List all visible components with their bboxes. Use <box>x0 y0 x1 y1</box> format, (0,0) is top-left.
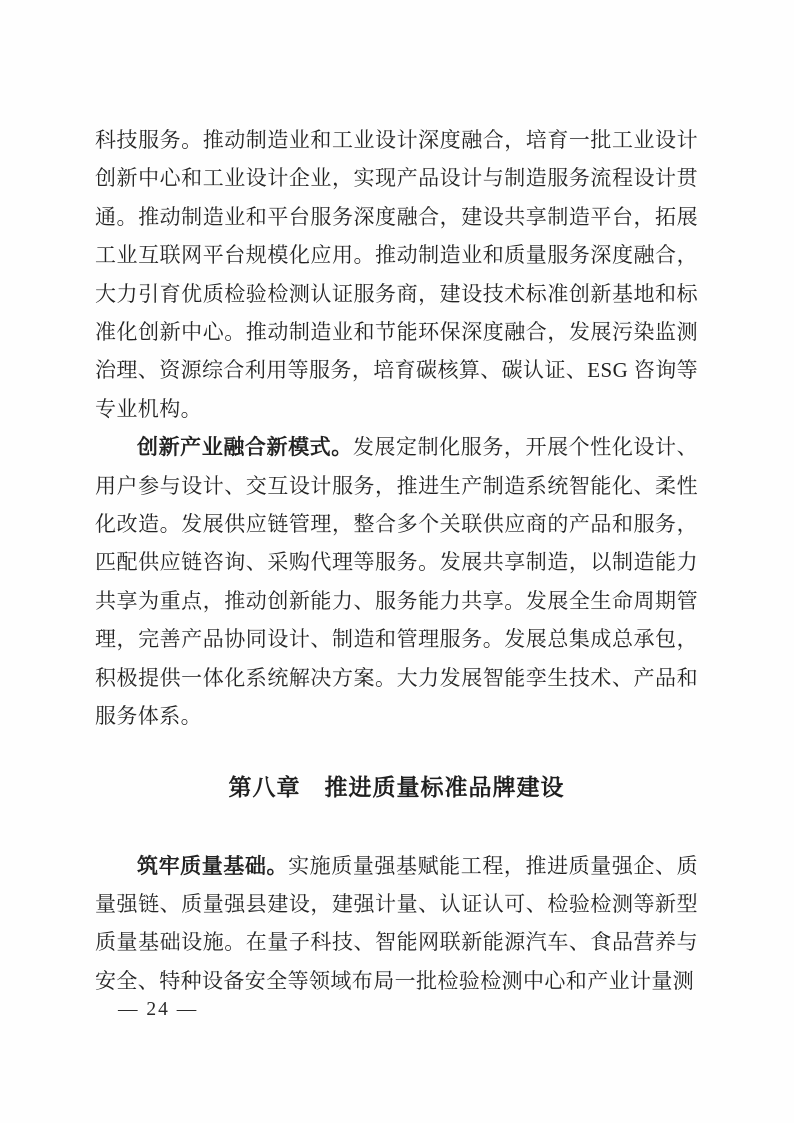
chapter-heading: 第八章 推进质量标准品牌建设 <box>228 773 565 800</box>
paragraph-lead-bold: 创新产业融合新模式。 <box>137 435 353 460</box>
paragraph-text: 发展定制化服务，开展个性化设计、用户参与设计、交互设计服务，推进生产制造系统智能化、柔性化改造。发展供应链管理，整合多个关联供应商的产品和服务，匹配供应链咨询、采购代理等服务。发展共享制造，以制造能力共享为重点，推动创新能力、服务能力共享。发展全生命周期管理，完善产品协同设计、制造和管理服务。发展总集成总承包，积极提供一体化系统解决方案。大力发展智能孪生技术、产品和服务体系。 <box>95 435 698 729</box>
paragraph-lead-bold: 筑牢质量基础。 <box>137 853 289 878</box>
text-block <box>95 121 698 1000</box>
page-number: — 24 — <box>118 999 199 1020</box>
paragraph-text: 实施质量强基赋能工程，推进质量强企、质量强链、质量强县建设，建强计量、认证认可、检验检测等新型质量基础设施。在量子科技、智能网联新能源汽车、食品营养与安全、特种设备安全等领域布局一批检验检测中心和产业计量测 <box>95 853 698 993</box>
paragraph-text: 科技服务。推动制造业和工业设计深度融合，培育一批工业设计创新中心和工业设计企业，实现产品设计与制造服务流程设计贯通。推动制造业和平台服务深度融合，建设共享制造平台，拓展工业互联网平台规模化应用。推动制造业和质量服务深度融合，大力引育优质检验检测认证服务商，建设技术标准创新基地和标准化创新中心。推动制造业和节能环保深度融合，发展污染监测治理、资源综合利用等服务，培育碳核算、碳认证、ESG 咨询等专业机构。 <box>95 128 698 421</box>
paragraph-industry-fusion <box>95 428 698 735</box>
paragraph-quality-foundation <box>95 847 698 1001</box>
paragraph-continuation <box>95 121 698 428</box>
